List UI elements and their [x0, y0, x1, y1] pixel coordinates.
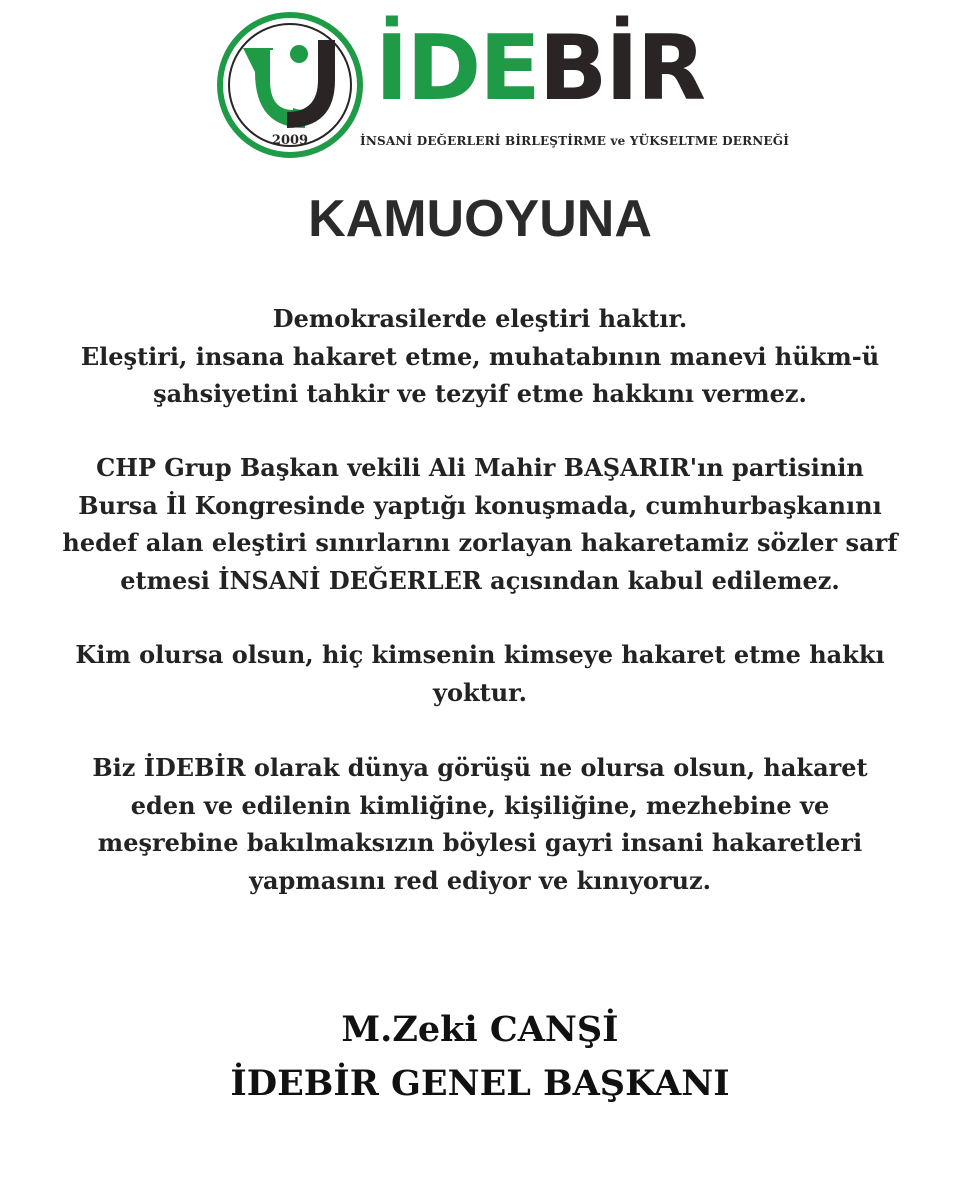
logo-tagline: İNSANİ DEĞERLERİ BİRLEŞTİRME ve YÜKSELTME DERNEĞİ — [360, 134, 790, 148]
logo-wordmark — [375, 14, 704, 124]
paragraph-line: yapmasını red ediyor ve kınıyoruz. — [249, 865, 711, 895]
paragraph-3 — [0, 636, 960, 711]
organization-logo — [215, 10, 790, 160]
paragraph-line: CHP Grup Başkan vekili Ali Mahir BAŞARIR'ın partisinin — [96, 453, 864, 482]
signature-name: M.Zeki CANŞİ — [341, 1009, 619, 1050]
paragraph-line: hedef alan eleştiri sınırlarını zorlayan hakaretamiz sözler sarf — [62, 528, 898, 557]
logo-wordmark-dark: BİR — [538, 16, 705, 121]
paragraph-line: eden ve edilenin kimliğine, kişiliğine, mezhebine ve — [130, 790, 830, 820]
paragraph-2 — [0, 449, 960, 599]
signature-title: İDEBİR GENEL BAŞKANI — [230, 1063, 730, 1104]
page-title: KAMUOYUNA — [308, 190, 652, 248]
paragraph-line: Demokrasilerde eleştiri haktır. — [272, 304, 688, 333]
paragraph-line: Eleştiri, insana hakaret etme, muhatabının manevi hükm-ü — [80, 341, 880, 371]
paragraph-line: etmesi İNSANİ DEĞERLER açısından kabul edilemez. — [120, 565, 840, 595]
paragraph-line: meşrebine bakılmaksızın böylesi gayri insani hakaretleri — [97, 828, 863, 857]
idebir-emblem-icon — [215, 10, 365, 160]
paragraph-line: şahsiyetini tahkir ve tezyif etme hakkını vermez. — [153, 379, 807, 408]
paragraph-4 — [0, 749, 960, 899]
paragraph-line: Kim olursa olsun, hiç kimsenin kimseye hakaret etme hakkı — [75, 640, 885, 669]
paragraph-line: yoktur. — [433, 677, 527, 707]
paragraph-1 — [0, 300, 960, 413]
logo-wordmark-green: İDE — [375, 16, 539, 121]
paragraph-line: Bursa İl Kongresinde yaptığı konuşmada, cumhurbaşkanını — [78, 490, 882, 520]
emblem-year: 2009 — [271, 133, 309, 148]
paragraph-line: Biz İDEBİR olarak dünya görüşü ne olursa olsun, hakaret — [92, 753, 868, 782]
